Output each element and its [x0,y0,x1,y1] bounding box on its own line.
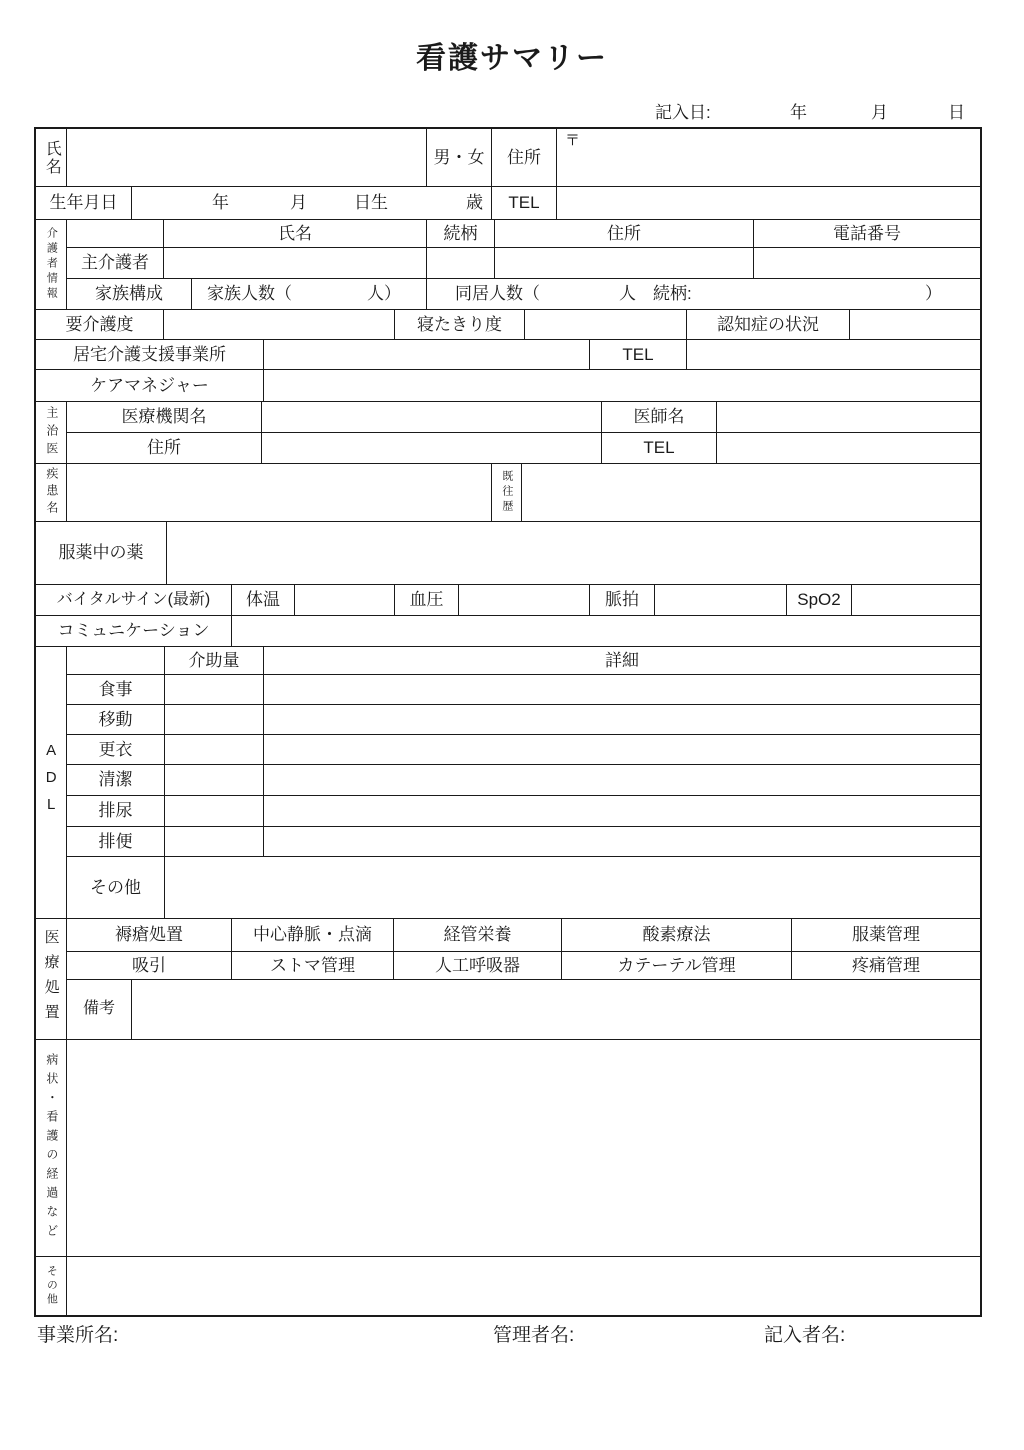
row-name [36,129,980,187]
fill-date-row [0,98,1024,120]
care-level-label: 要介護度 [36,310,164,339]
adl-row-dressing [67,735,980,765]
cohabit-open: 同居人数（ [455,284,540,304]
cohabit-mid: 人 続柄: [619,284,692,304]
communication-value-cell [232,616,980,646]
caregiver-col-relation: 続柄 [427,220,495,247]
birth-label: 生年月日 [36,187,132,219]
caregiver-body [67,220,980,309]
family-row [67,279,980,309]
medical-care-item: 褥瘡処置 [67,919,232,951]
adl-other-value-cell [165,857,980,918]
dementia-label: 認知症の状況 [687,310,850,339]
adl-row-label: 清潔 [67,765,165,795]
vitals-label: バイタルサイン(最新) [36,585,232,615]
support-office-tel-cell [687,340,980,369]
section-doctor [36,402,980,464]
medical-care-body [67,919,980,1039]
birth-day: 日生 [354,193,388,213]
section-medical-care [36,919,980,1040]
support-office-value-cell [264,340,590,369]
medical-care-item: ストマ管理 [232,952,394,979]
adl-row-label: 食事 [67,675,165,704]
row-vitals [36,585,980,616]
caregiver-header-row [67,220,980,248]
primary-caregiver-name-cell [164,248,427,278]
primary-caregiver-row [67,248,980,279]
office-name-label: 事業所名: [37,1325,119,1346]
medical-care-item: カテーテル管理 [562,952,792,979]
adl-header-row [67,647,980,675]
progress-value-cell [67,1040,980,1256]
doctor-org-row [67,402,980,433]
doctor-body [67,402,980,463]
bedridden-label: 寝たきり度 [395,310,525,339]
care-manager-value-cell [264,370,980,401]
adl-assist-header: 介助量 [165,647,264,674]
fill-date-label: 記入日: [655,103,711,122]
birth-year: 年 [212,193,229,213]
doctor-org-label: 医療機関名 [67,402,262,432]
row-care-manager [36,370,980,402]
other-value-cell [67,1257,980,1315]
history-label: 既往歴 [492,464,522,521]
adl-blank-header [67,647,165,674]
adl-row-label: 排尿 [67,796,165,826]
bedridden-value-cell [525,310,687,339]
adl-assist-cell [165,735,264,764]
dementia-value-cell [850,310,980,339]
family-count-open: 家族人数（ [207,284,292,304]
vitals-bp-label: 血圧 [395,585,459,615]
fill-date-day: 日 [948,103,965,122]
family-count-cell [192,279,427,309]
care-level-value-cell [164,310,395,339]
doctor-tel-value-cell [717,433,980,463]
adl-section-label: ADL [36,647,67,918]
section-other [36,1257,980,1315]
medication-label: 服薬中の薬 [36,522,167,584]
family-label: 家族構成 [67,279,192,309]
vitals-temp-value-cell [295,585,395,615]
vitals-temp-label: 体温 [232,585,295,615]
row-birth [36,187,980,220]
support-office-tel-label: TEL [590,340,687,369]
cohabit-close: ） [925,284,942,304]
fill-date-month: 月 [871,103,888,122]
vitals-bp-value-cell [459,585,590,615]
adl-row-label: 移動 [67,705,165,734]
tel-label: TEL [492,187,557,219]
adl-detail-cell [264,705,980,734]
caregiver-col-phone: 電話番号 [833,223,901,243]
adl-row-label: 更衣 [67,735,165,764]
writer-name-label: 記入者名: [764,1325,846,1346]
manager-name-label: 管理者名: [493,1325,575,1346]
doctor-tel-label: TEL [602,433,717,463]
doctor-address-label: 住所 [67,433,262,463]
sex-label: 男・女 [427,129,492,186]
medical-care-notes-label: 備考 [67,980,132,1039]
birth-value-cell [132,187,492,219]
adl-row-mobility [67,705,980,735]
history-value-cell [522,464,980,521]
medical-care-item: 疼痛管理 [852,955,920,975]
name-label: 氏名 [36,129,67,186]
adl-row-defecation [67,827,980,857]
support-office-label: 居宅介護支援事業所 [36,340,264,369]
adl-other-row [67,857,980,918]
vitals-pulse-label: 脈拍 [590,585,655,615]
address-value-cell: 〒 [565,132,581,149]
adl-row-urination [67,796,980,827]
adl-assist-cell [165,675,264,704]
vitals-spo2-label: SpO2 [787,585,852,615]
caregiver-blank-header [67,220,164,247]
doctor-section-label: 主治医 [36,402,67,463]
care-manager-label: ケアマネジャー [36,370,264,401]
doctor-address-row [67,433,980,463]
medical-care-section-label: 医療処置 [36,919,67,1039]
medical-care-notes-cell [132,980,980,1039]
medical-care-item: 吸引 [67,952,232,979]
form-table [34,127,982,1317]
disease-label: 疾患名 [36,464,67,521]
name-value-cell [67,129,427,186]
adl-detail-cell [264,675,980,704]
adl-other-label: その他 [67,857,165,918]
progress-label: 病状・看護の経過など [36,1040,67,1256]
vitals-spo2-value-cell [852,585,980,615]
medical-care-row1 [67,919,980,952]
row-communication [36,616,980,647]
medical-care-item: 酸素療法 [562,919,792,951]
primary-caregiver-relation-cell [427,248,495,278]
doctor-org-value-cell [262,402,602,432]
medical-care-row2 [67,952,980,980]
row-support-office [36,340,980,370]
adl-assist-cell [165,705,264,734]
footer-row [0,1320,1024,1346]
family-count-close: 人） [367,284,401,304]
row-care-level [36,310,980,340]
medical-care-item: 経管栄養 [394,919,562,951]
medical-care-item: 人工呼吸器 [394,952,562,979]
adl-assist-cell [165,796,264,826]
row-disease [36,464,980,522]
adl-detail-header: 詳細 [605,650,639,670]
adl-body [67,647,980,918]
adl-detail-cell [264,735,980,764]
adl-detail-cell [264,765,980,795]
tel-value-cell [557,187,980,219]
birth-month: 月 [290,193,307,213]
other-label: その他 [36,1257,67,1315]
adl-detail-cell [264,827,980,856]
disease-value-cell [67,464,492,521]
adl-assist-cell [165,765,264,795]
primary-caregiver-phone-cell [754,248,980,278]
caregiver-section-label: 介護者情報 [36,220,67,309]
address-label: 住所 [492,129,557,186]
section-progress [36,1040,980,1257]
caregiver-col-name: 氏名 [164,220,427,247]
doctor-address-value-cell [262,433,602,463]
doctor-name-label: 医師名 [602,402,717,432]
adl-row-eating [67,675,980,705]
medical-care-notes-row [67,980,980,1039]
page-title: 看護サマリー [416,42,608,75]
cohabit-cell [427,279,980,309]
section-adl [36,647,980,919]
adl-assist-cell [165,827,264,856]
primary-caregiver-label: 主介護者 [67,248,164,278]
medical-care-item: 服薬管理 [852,925,920,945]
caregiver-col-address: 住所 [495,220,754,247]
medical-care-item: 中心静脈・点滴 [232,919,394,951]
adl-detail-cell [264,796,980,826]
fill-date-year: 年 [790,103,807,122]
adl-row-hygiene [67,765,980,796]
medication-value-cell [167,522,980,584]
age-label: 歳 [466,193,483,213]
primary-caregiver-address-cell [495,248,754,278]
doctor-name-value-cell [717,402,980,432]
vitals-pulse-value-cell [655,585,787,615]
communication-label: コミュニケーション [36,616,232,646]
adl-row-label: 排便 [67,827,165,856]
row-medication [36,522,980,585]
section-caregiver [36,220,980,310]
